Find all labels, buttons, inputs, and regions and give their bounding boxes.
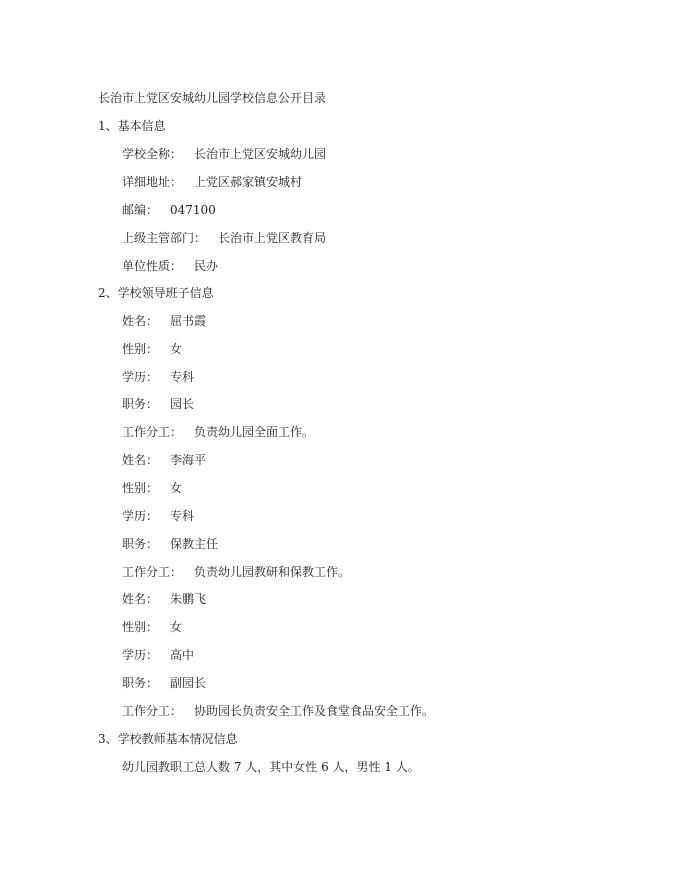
leader-position-label: 职务： (122, 397, 159, 411)
leader-name-label: 姓名： (122, 314, 159, 328)
leader-2-gender-row (122, 480, 182, 496)
leader-gender-label: 性别： (122, 620, 159, 634)
leader-2-duty-row (122, 564, 350, 580)
leader-education-value: 专科 (170, 370, 195, 384)
section-1-heading: 1、基本信息 (98, 119, 166, 133)
leader-2-position-row (122, 536, 218, 552)
leader-3-duty-row (122, 703, 434, 719)
leader-position-value: 园长 (170, 397, 195, 411)
leader-2-name-row (122, 452, 206, 468)
leader-duty-label: 工作分工： (122, 565, 183, 579)
school-name-value: 长治市上党区安城幼儿园 (194, 147, 327, 161)
address-label: 详细地址： (122, 175, 183, 189)
leader-3-name-row (122, 591, 206, 607)
leader-education-value: 高中 (170, 648, 195, 662)
school-name-row (122, 146, 326, 162)
leader-position-label: 职务： (122, 537, 159, 551)
leader-duty-label: 工作分工： (122, 425, 183, 439)
leader-education-label: 学历： (122, 648, 159, 662)
leader-name-label: 姓名： (122, 592, 159, 606)
leader-gender-label: 性别： (122, 481, 159, 495)
document-title: 长治市上党区安城幼儿园学校信息公开目录 (98, 91, 327, 105)
leader-name-value: 朱鹏飞 (170, 592, 207, 606)
leader-2-education-row (122, 508, 194, 524)
leader-position-value: 副园长 (170, 676, 207, 690)
nature-row (122, 258, 218, 274)
leader-name-value: 李海平 (170, 453, 207, 467)
nature-label: 单位性质： (122, 259, 183, 273)
leader-1-name-row (122, 313, 206, 329)
staff-summary: 幼儿园教职工总人数 7 人，其中女性 6 人，男性 1 人。 (122, 760, 420, 774)
leader-position-value: 保教主任 (170, 537, 219, 551)
leader-name-label: 姓名： (122, 453, 159, 467)
leader-duty-value: 负责幼儿园教研和保教工作。 (194, 565, 351, 579)
postcode-label: 邮编： (122, 203, 159, 217)
leader-duty-value: 负责幼儿园全面工作。 (194, 425, 315, 439)
leader-education-label: 学历： (122, 509, 159, 523)
authority-label: 上级主管部门： (122, 231, 207, 245)
section-2-heading: 2、学校领导班子信息 (98, 286, 214, 300)
section-3-heading: 3、学校教师基本情况信息 (98, 732, 238, 746)
leader-gender-value: 女 (170, 481, 183, 495)
address-row (122, 174, 302, 190)
leader-1-position-row (122, 396, 194, 412)
leader-3-position-row (122, 675, 206, 691)
leader-1-education-row (122, 369, 194, 385)
address-value: 上党区郝家镇安城村 (194, 175, 303, 189)
leader-education-value: 专科 (170, 509, 195, 523)
leader-3-gender-row (122, 619, 182, 635)
nature-value: 民办 (194, 259, 219, 273)
leader-3-education-row (122, 647, 194, 663)
leader-gender-value: 女 (170, 620, 183, 634)
leader-1-duty-row (122, 424, 314, 440)
leader-education-label: 学历： (122, 370, 159, 384)
postcode-value: 047100 (170, 203, 216, 217)
leader-gender-label: 性别： (122, 342, 159, 356)
leader-duty-value: 协助园长负责安全工作及食堂食品安全工作。 (194, 704, 435, 718)
authority-row (122, 230, 326, 246)
authority-value: 长治市上党区教育局 (218, 231, 327, 245)
school-name-label: 学校全称： (122, 147, 183, 161)
leader-duty-label: 工作分工： (122, 704, 183, 718)
leader-position-label: 职务： (122, 676, 159, 690)
leader-gender-value: 女 (170, 342, 183, 356)
leader-name-value: 屈书霞 (170, 314, 207, 328)
postcode-row (122, 202, 216, 218)
leader-1-gender-row (122, 341, 182, 357)
